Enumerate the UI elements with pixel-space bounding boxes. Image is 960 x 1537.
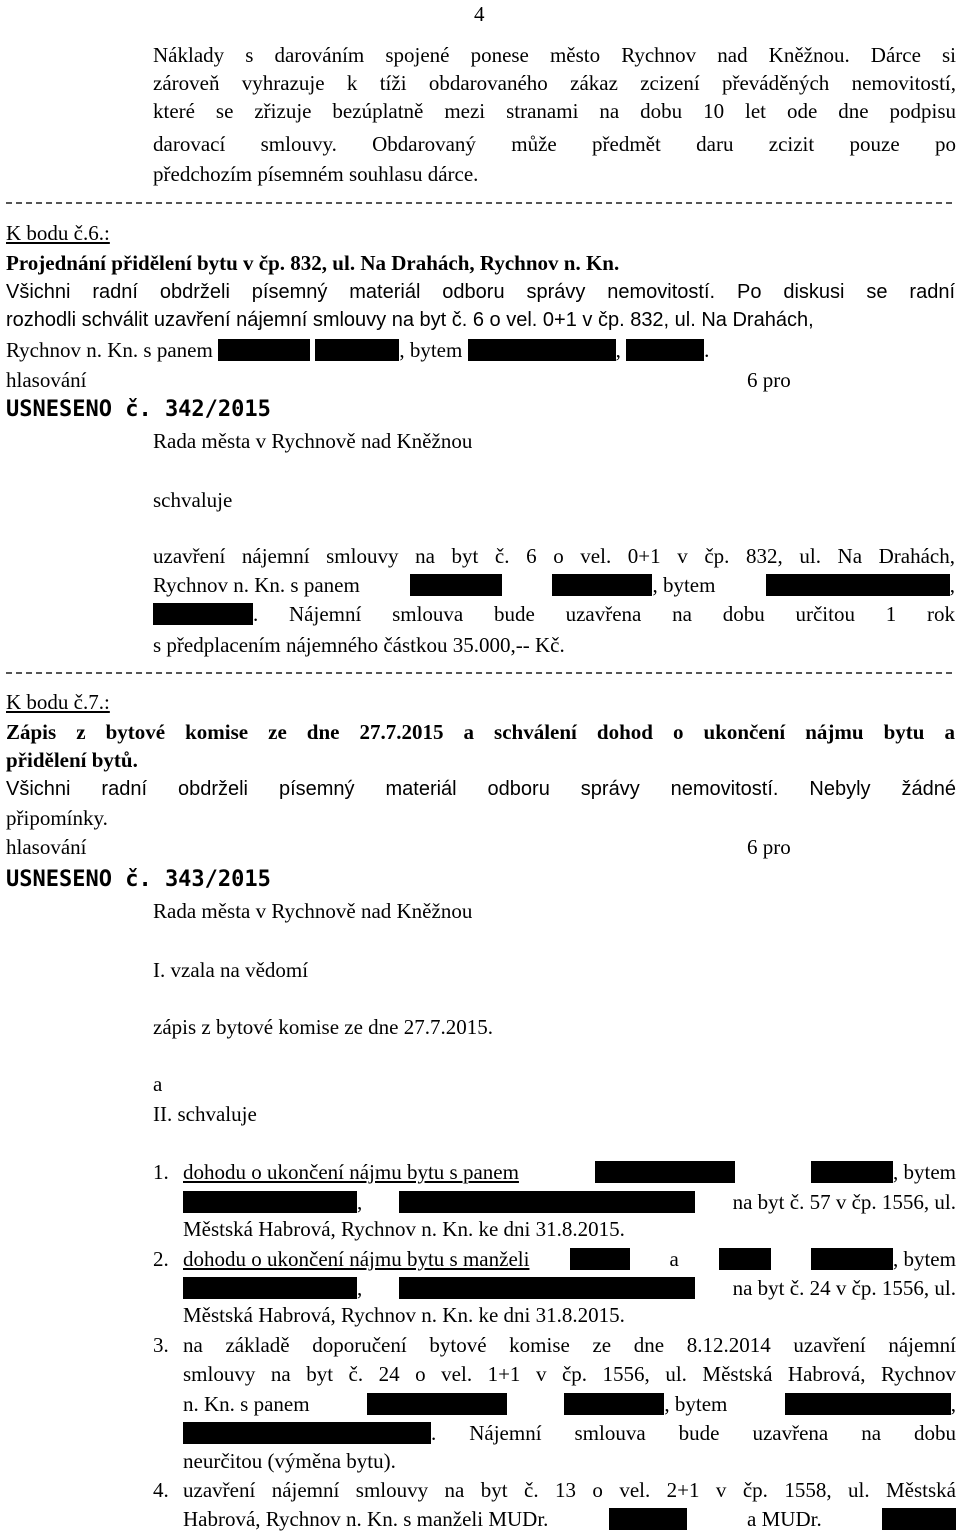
redacted-surname — [564, 1393, 664, 1415]
list-number: 1. — [153, 1160, 169, 1184]
list-item-line: neurčitou (výměna bytu). — [183, 1449, 396, 1473]
vote-result: 6 pro — [747, 368, 791, 392]
resolution-part: II. schvaluje — [153, 1102, 257, 1126]
redacted-address — [766, 574, 950, 596]
list-item-line: , na byt č. 24 v čp. 1556, ul. — [183, 1274, 956, 1302]
list-item-line: , na byt č. 57 v čp. 1556, ul. — [183, 1188, 956, 1216]
list-item-line: Městská Habrová, Rychnov n. Kn. ke dni 31.8.2015. — [183, 1303, 625, 1327]
section-divider — [6, 672, 952, 674]
redacted-name — [595, 1161, 735, 1183]
paragraph-line: které se zřizuje bezúplatně mezi stranami na dobu 10 let ode dne podpisu — [153, 99, 956, 123]
list-number: 3. — [153, 1333, 169, 1357]
redacted-name — [570, 1248, 630, 1270]
list-item-line: dohodu o ukončení nájmu bytu s manželi a , bytem — [183, 1247, 956, 1271]
resolution-line: Rychnov n. Kn. s panem , bytem , — [153, 573, 955, 597]
resolution-line: . Nájemní smlouva bude uzavřena na dobu určitou 1 rok — [153, 600, 955, 628]
redacted-city — [183, 1422, 431, 1444]
vote-label: hlasování — [6, 368, 87, 392]
section-title: Zápis z bytové komise ze dne 27.7.2015 a schválení dohod o ukončení nájmu bytu a — [6, 720, 955, 744]
redacted-city — [153, 603, 253, 625]
council-name: Rada města v Rychnově nad Kněžnou — [153, 899, 473, 923]
list-item-line: Habrová, Rychnov n. Kn. s manželi MUDr. a MUDr. — [183, 1505, 956, 1533]
redacted-surname — [811, 1248, 893, 1270]
redacted-address — [183, 1277, 357, 1299]
resolution-line: uzavření nájemní smlouvy na byt č. 6 o vel. 0+1 v čp. 832, ul. Na Drahách, — [153, 544, 955, 568]
redacted-name — [609, 1508, 687, 1530]
paragraph-line: Všichni radní obdrželi písemný materiál odboru správy nemovitostí. Nebyly žádné — [6, 778, 956, 800]
paragraph-line: předchozím písemném souhlasu dárce. — [153, 162, 479, 186]
redacted-name — [719, 1248, 771, 1270]
redacted-city — [399, 1277, 695, 1299]
paragraph-line: darovací smlouvy. Obdarovaný může předmět daru zcizit pouze po — [153, 132, 956, 156]
redacted-address — [785, 1393, 951, 1415]
paragraph-line: rozhodli schválit uzavření nájemní smlouvy na byt č. 6 o vel. 0+1 v čp. 832, ul. Na Drahách, — [6, 309, 814, 331]
redacted-surname — [315, 339, 399, 361]
redacted-address — [183, 1191, 357, 1213]
paragraph-line: Všichni radní obdrželi písemný materiál odboru správy nemovitostí. Po diskusi se radní — [6, 281, 955, 303]
list-item-line: smlouvy na byt č. 24 o vel. 1+1 v čp. 1556, ul. Městská Habrová, Rychnov — [183, 1362, 956, 1386]
redacted-address — [468, 339, 616, 361]
paragraph-line: zároveň vyhrazuje k tíži obdarovaného zákaz zcizení převáděných nemovitostí, — [153, 71, 956, 95]
council-name: Rada města v Rychnově nad Kněžnou — [153, 429, 473, 453]
conjunction: a — [153, 1072, 163, 1096]
paragraph-line: Rychnov n. Kn. s panem , bytem , . — [6, 338, 710, 362]
section-heading: K bodu č.7.: — [6, 690, 110, 714]
list-item-line: na základě doporučení bytové komise ze dne 8.12.2014 uzavření nájemní — [183, 1333, 956, 1357]
redacted-name — [367, 1393, 507, 1415]
list-number: 4. — [153, 1478, 169, 1502]
page-number: 4 — [474, 2, 485, 26]
redacted-name — [882, 1508, 956, 1530]
resolution-verb: schvaluje — [153, 488, 233, 512]
resolution-part: I. vzala na vědomí — [153, 958, 309, 982]
section-title: Projednání přidělení bytu v čp. 832, ul. Na Drahách, Rychnov n. Kn. — [6, 251, 620, 275]
redacted-name — [218, 339, 310, 361]
resolution-number: USNESENO č. 343/2015 — [6, 867, 271, 892]
list-item-line: dohodu o ukončení nájmu bytu s panem , bytem — [183, 1160, 956, 1184]
section-divider — [6, 202, 952, 204]
list-item-line: n. Kn. s panem , bytem , — [183, 1392, 956, 1416]
vote-result: 6 pro — [747, 835, 791, 859]
list-item-line: . Nájemní smlouva bude uzavřena na dobu — [183, 1419, 956, 1447]
list-item-line: Městská Habrová, Rychnov n. Kn. ke dni 31.8.2015. — [183, 1217, 625, 1241]
resolution-line: s předplacením nájemného částkou 35.000,-- Kč. — [153, 633, 565, 657]
redacted-surname — [552, 574, 652, 596]
redacted-city — [626, 339, 704, 361]
redacted-city — [399, 1191, 695, 1213]
resolution-text: zápis z bytové komise ze dne 27.7.2015. — [153, 1015, 493, 1039]
section-title: přidělení bytů. — [6, 748, 138, 772]
resolution-number: USNESENO č. 342/2015 — [6, 397, 271, 422]
vote-label: hlasování — [6, 835, 87, 859]
list-number: 2. — [153, 1247, 169, 1271]
redacted-surname — [811, 1161, 893, 1183]
section-heading: K bodu č.6.: — [6, 221, 110, 245]
list-item-line: uzavření nájemní smlouvy na byt č. 13 o vel. 2+1 v čp. 1558, ul. Městská — [183, 1478, 956, 1502]
paragraph-line: připomínky. — [6, 806, 108, 830]
paragraph-line: Náklady s darováním spojené ponese město Rychnov nad Kněžnou. Dárce si — [153, 43, 956, 67]
redacted-name — [410, 574, 502, 596]
